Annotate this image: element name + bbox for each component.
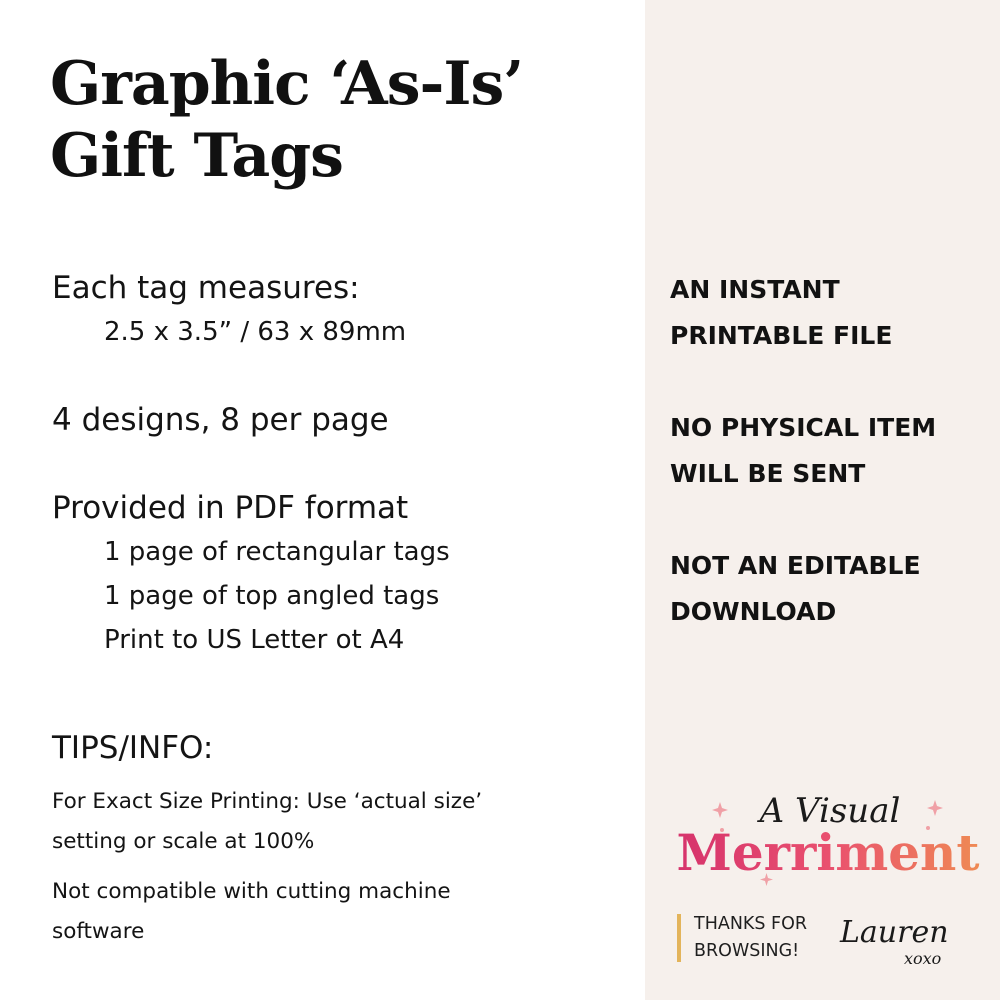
signature-name: Lauren: [840, 915, 949, 950]
thanks-line: BROWSING!: [694, 941, 800, 961]
thanks-line: THANKS FOR: [694, 914, 808, 934]
format-item: 1 page of rectangular tags: [104, 537, 450, 567]
signature: [838, 906, 963, 972]
notice-line: AN INSTANT: [670, 275, 840, 304]
brand-logo: [660, 778, 990, 898]
notice-not-editable: [670, 543, 921, 635]
size-section: [52, 266, 406, 354]
page-title: [50, 48, 523, 192]
tips-section: [52, 726, 213, 770]
format-item: Print to US Letter ot A4: [104, 625, 405, 655]
tips-line: Not compatible with cutting machine: [52, 879, 451, 904]
designs-section: [52, 398, 389, 442]
tips-line: software: [52, 919, 145, 944]
brand-word: Merriment: [676, 823, 980, 882]
notice-line: NO PHYSICAL ITEM: [670, 413, 937, 442]
signature-signoff: xoxo: [904, 949, 942, 968]
notice-line: DOWNLOAD: [670, 597, 837, 626]
tips-item: [52, 782, 482, 862]
tips-item: [52, 872, 451, 952]
accent-bar: [677, 914, 681, 962]
size-value: 2.5 x 3.5” / 63 x 89mm: [104, 317, 407, 347]
title-line-1: Graphic ‘As-Is’: [50, 49, 524, 119]
tips-heading: TIPS/INFO:: [52, 730, 214, 766]
notice-instant-file: [670, 267, 892, 359]
notice-no-physical-item: [670, 405, 936, 497]
format-section: [52, 486, 450, 662]
thanks-message: [694, 911, 807, 965]
format-heading: Provided in PDF format: [52, 490, 409, 526]
brand-script: A Visual: [759, 791, 901, 831]
tips-line: For Exact Size Printing: Use ‘actual size’: [52, 789, 483, 814]
notice-line: PRINTABLE FILE: [670, 321, 893, 350]
notice-line: WILL BE SENT: [670, 459, 866, 488]
tips-line: setting or scale at 100%: [52, 829, 315, 854]
designs-text: 4 designs, 8 per page: [52, 402, 389, 438]
notice-line: NOT AN EDITABLE: [670, 551, 921, 580]
format-item: 1 page of top angled tags: [104, 581, 440, 611]
size-heading: Each tag measures:: [52, 270, 360, 306]
title-line-2: Gift Tags: [50, 121, 343, 191]
